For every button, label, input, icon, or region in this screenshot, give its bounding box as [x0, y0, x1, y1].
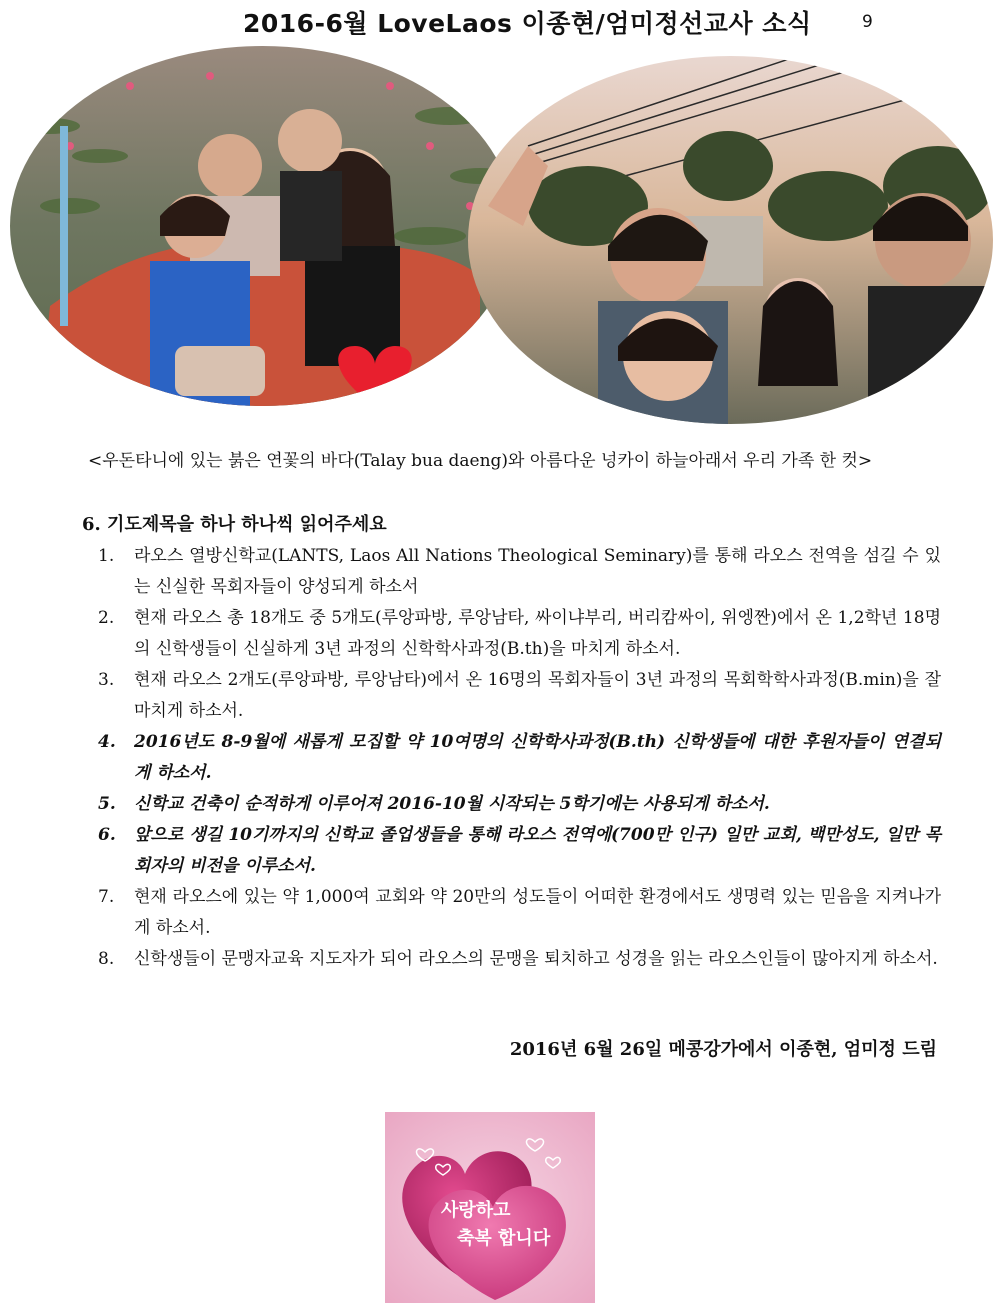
prayer-item — [96, 603, 941, 665]
prayer-item-number: 7. — [98, 887, 115, 907]
page-header — [0, 4, 1000, 38]
family-on-boat-photo — [10, 46, 515, 406]
prayer-item-text: 신학교 건축이 순적하게 이루어져 2016-10월 시작되는 5학기에는 사용되게 하소서. — [134, 794, 770, 814]
family-selfie-photo — [468, 56, 993, 424]
family-on-boat-illustration — [10, 46, 515, 406]
prayer-item-number: 2. — [98, 608, 115, 628]
newsletter-title: 2016-6월 LoveLaos 이종현/엄미정선교사 소식 — [243, 9, 812, 38]
prayer-section-heading: 6. 기도제목을 하나 하나씩 읽어주세요 — [82, 514, 387, 535]
prayer-item-text: 2016년도 8-9월에 새롭게 모집할 약 10여명의 신학학사과정(B.th) 신학생들에 대한 후원자들이 연결되게 하소서. — [134, 732, 941, 783]
heart-greeting-illustration — [385, 1112, 595, 1303]
heart-greeting-image — [385, 1112, 595, 1303]
prayer-item-number: 4. — [98, 732, 116, 752]
prayer-item-number: 8. — [98, 949, 115, 969]
prayer-item-text: 현재 라오스 총 18개도 중 5개도(루앙파방, 루앙남타, 싸이냐부리, 버리캄싸이, 위엥짠)에서 온 1,2학년 18명의 신학생들이 신실하게 3년 과정의 신학학사과정(B.th)을 마치게 하소서. — [134, 608, 941, 659]
prayer-item-number: 3. — [98, 670, 115, 690]
signature-line: 2016년 6월 26일 메콩강가에서 이종현, 엄미정 드림 — [509, 1039, 937, 1060]
prayer-item-text: 신학생들이 문맹자교육 지도자가 되어 라오스의 문맹을 퇴치하고 성경을 읽는 라오스인들이 많아지게 하소서. — [134, 949, 938, 969]
prayer-item-text: 현재 라오스 2개도(루앙파방, 루앙남타)에서 온 16명의 목회자들이 3년 과정의 목회학학사과정(B.min)을 잘 마치게 하소서. — [134, 670, 941, 721]
heart-text-line1: 사랑하고 — [441, 1200, 511, 1221]
prayer-item-number: 1. — [98, 546, 115, 566]
prayer-item-text: 라오스 열방신학교(LANTS, Laos All Nations Theological Seminary)를 통해 라오스 전역을 섬길 수 있는 신실한 목회자들이 양성되게 하소서 — [134, 546, 941, 597]
prayer-list — [96, 541, 941, 975]
prayer-item — [96, 882, 941, 944]
prayer-item — [96, 665, 941, 727]
prayer-item-number: 5. — [98, 794, 116, 814]
family-selfie-illustration — [468, 56, 993, 424]
prayer-item — [96, 727, 941, 789]
prayer-item — [96, 541, 941, 603]
prayer-item — [96, 944, 941, 975]
prayer-item-text: 현재 라오스에 있는 약 1,000여 교회와 약 20만의 성도들이 어떠한 환경에서도 생명력 있는 믿음을 지켜나가게 하소서. — [134, 887, 941, 938]
prayer-item-number: 6. — [98, 825, 116, 845]
prayer-item — [96, 820, 941, 882]
prayer-item-text: 앞으로 생길 10기까지의 신학교 졸업생들을 통해 라오스 전역에(700만 인구) 일만 교회, 백만성도, 일만 목회자의 비전을 이루소서. — [134, 825, 941, 876]
prayer-item — [96, 789, 941, 820]
heart-text-line2: 축복 합니다 — [457, 1228, 551, 1249]
photo-caption: <우돈타니에 있는 붉은 연꽃의 바다(Talay bua daeng)와 아름다운 넝카이 하늘아래서 우리 가족 한 컷> — [88, 451, 873, 471]
page-number: 9 — [862, 12, 873, 32]
